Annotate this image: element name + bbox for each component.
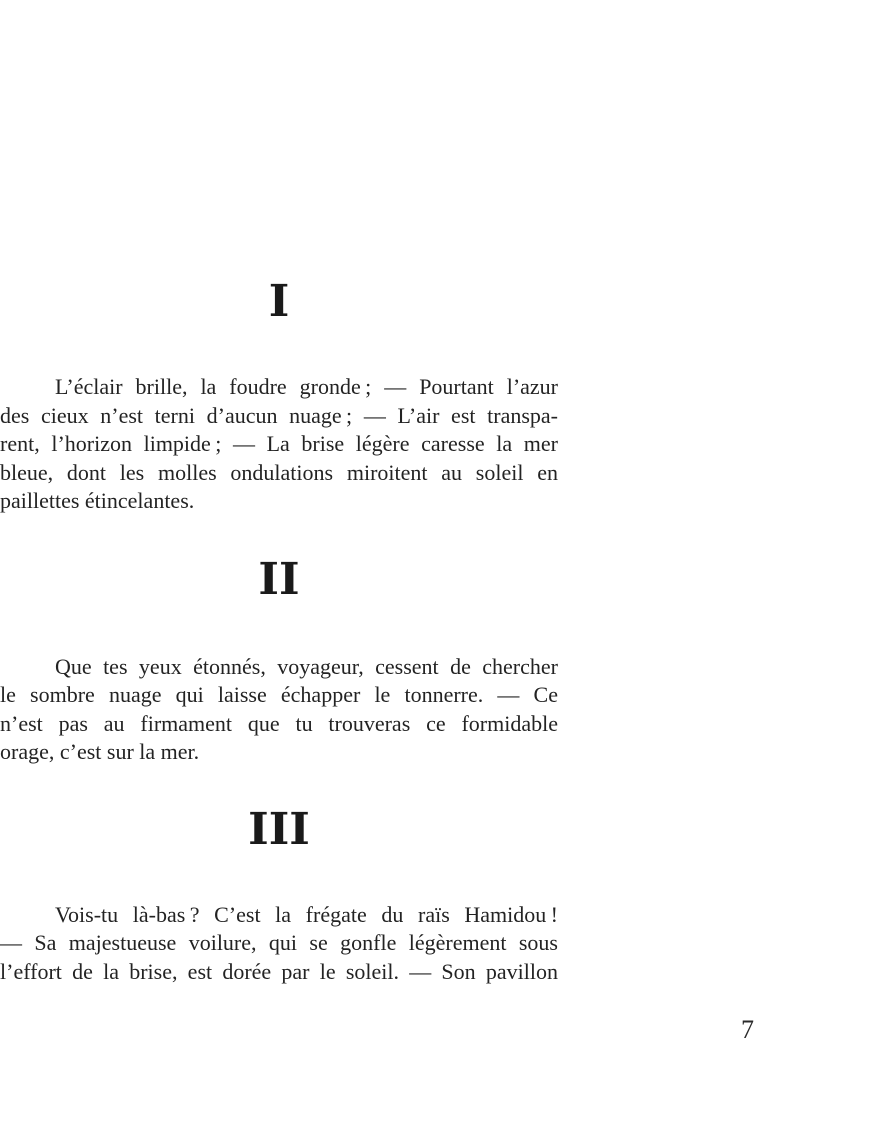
text-line: bleue, dont les molles ondulations miroitent au soleil en [0, 459, 558, 485]
section-heading-1: I [268, 276, 290, 327]
text-line: paillettes étincelantes. [0, 488, 195, 513]
text-line: — Sa majestueuse voilure, qui se gonfle légèrement sous [0, 930, 558, 955]
text-line: Vois-tu là-bas ? C’est la frégate du raïs Hamidou ! [55, 901, 558, 927]
paragraph-1 [0, 373, 558, 516]
text-line: l’effort de la brise, est dorée par le soleil. — Son pavillon [0, 958, 558, 984]
text-line: orage, c’est sur la mer. [0, 739, 200, 764]
section-1 [0, 276, 870, 516]
section-heading-3: III [248, 803, 310, 855]
section-heading-2: II [258, 553, 300, 605]
text-line: le sombre nuage qui laisse échapper le tonnerre. — Ce [0, 682, 558, 707]
text-line: des cieux n’est terni d’aucun nuage ; — L’air est transpa- [0, 402, 558, 428]
section-2 [0, 553, 870, 767]
page-number: 7 [741, 1015, 754, 1044]
text-line: n’est pas au firmament que tu trouveras ce formidable [0, 710, 558, 736]
text-line: L’éclair brille, la foudre gronde ; — Pourtant l’azur [55, 374, 558, 399]
paragraph-3 [0, 901, 558, 987]
text-line: rent, l’horizon limpide ; — La brise légère caresse la mer [0, 431, 558, 456]
section-3 [0, 803, 870, 987]
paragraph-2 [0, 653, 558, 767]
text-line: Que tes yeux étonnés, voyageur, cessent de chercher [55, 653, 558, 679]
